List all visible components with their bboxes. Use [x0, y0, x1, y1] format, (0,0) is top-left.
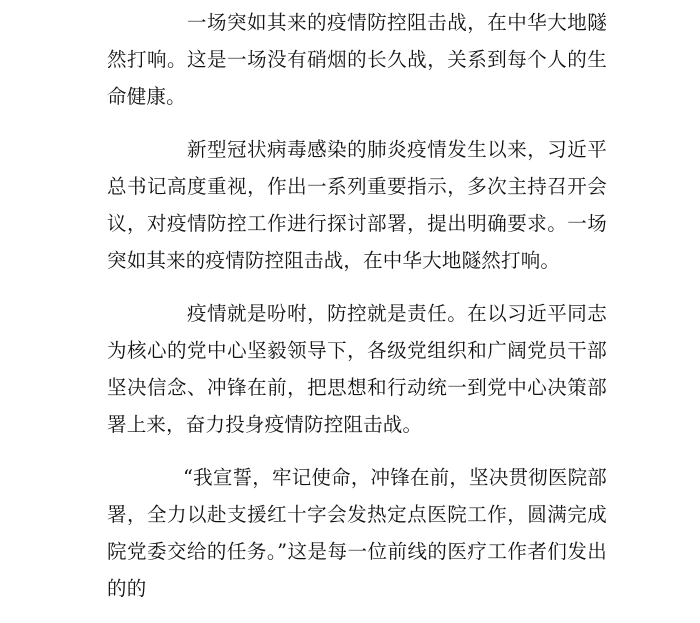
paragraph-3: 疫情就是吩咐，防控就是责任。在以习近平同志为核心的党中心坚毅领导下，各级党组织和广阔党员干部坚决信念、冲锋在前，把思想和行动统一到党中心决策部署上来，奋力投身疫情防控阻击战。: [107, 302, 607, 436]
paragraph-1: 一场突如其来的疫情防控阻击战，在中华大地隧然打响。这是一场没有硝烟的长久战，关系到每个人的生命健康。: [107, 11, 607, 108]
paragraph-2: 新型冠状病毒感染的肺炎疫情发生以来，习近平总书记高度重视，作出一系列重要指示，多次主持召开会议，对疫情防控工作进行探讨部署，提出明确要求。一场突如其来的疫情防控阻击战，在中华大地隧然打响。: [107, 138, 607, 272]
paragraph-4: “我宣誓，牢记使命，冲锋在前，坚决贯彻医院部署，全力以赴支援红十字会发热定点医院工作，圆满完成院党委交给的任务。”这是每一位前线的医疗工作者们发出的的: [107, 466, 607, 600]
document-body: [107, 4, 607, 623]
